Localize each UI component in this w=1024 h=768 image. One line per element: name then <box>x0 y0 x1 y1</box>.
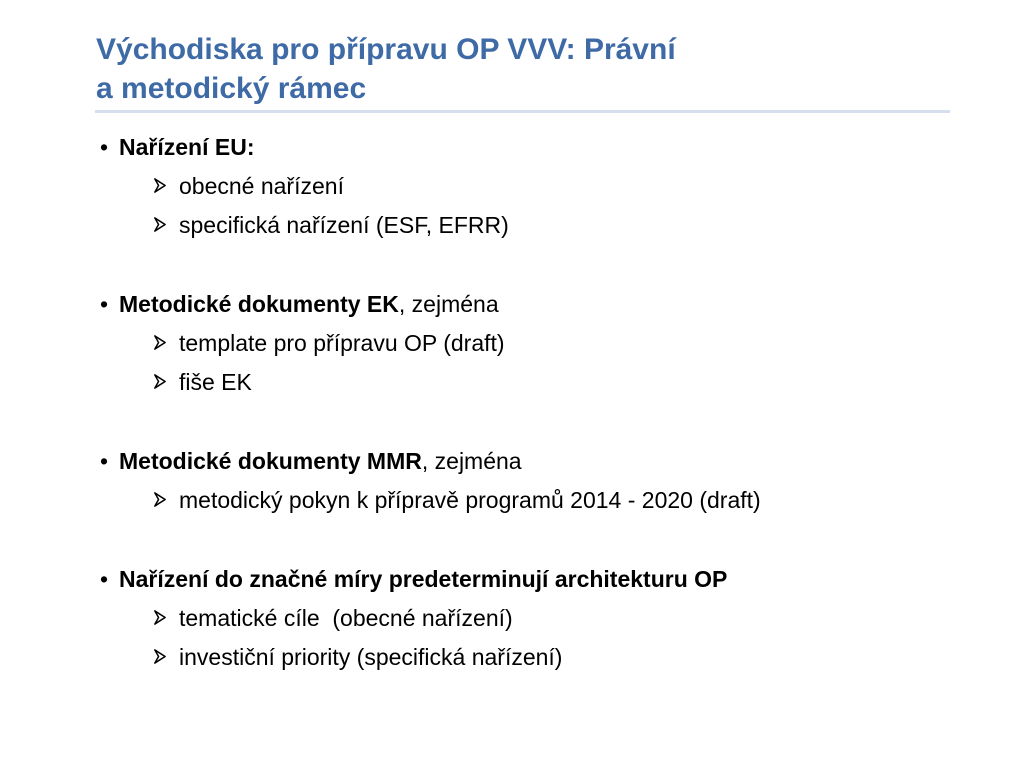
sub-bullet <box>100 167 980 206</box>
section-ek-methodology <box>100 285 980 402</box>
slide-title <box>96 30 956 108</box>
arrow-bullet-icon <box>152 481 179 520</box>
sub-bullet-text: template pro přípravu OP (draft) <box>179 330 505 356</box>
bullet-dot-icon: • <box>100 291 109 317</box>
slide-title-line-1: Východiska pro přípravu OP VVV: Právní <box>96 33 676 66</box>
arrow-bullet-icon <box>152 324 179 363</box>
arrow-bullet-icon <box>152 363 179 402</box>
sub-bullet <box>100 324 980 363</box>
bullet-heading <box>100 128 980 167</box>
sub-bullet <box>100 481 980 520</box>
section-eu-regulations <box>100 128 980 245</box>
title-divider <box>95 110 950 113</box>
arrow-bullet-icon <box>152 599 179 638</box>
bullet-heading-bold: Metodické dokumenty EK <box>119 291 399 317</box>
bullet-heading-rest: , zejména <box>398 291 499 317</box>
sub-bullet <box>100 206 980 245</box>
sub-bullet-text: tematické cíle (obecné nařízení) <box>179 605 513 631</box>
arrow-bullet-icon <box>152 167 179 206</box>
sub-bullet-text: specifická nařízení (ESF, EFRR) <box>179 212 509 238</box>
slide-content <box>100 128 980 717</box>
bullet-heading <box>100 442 980 481</box>
bullet-heading <box>100 560 980 599</box>
sub-bullet-text: metodický pokyn k přípravě programů 2014 - 2020 (draft) <box>179 487 761 513</box>
sub-bullet-text: investiční priority (specifická nařízení) <box>179 644 563 670</box>
sub-bullet <box>100 363 980 402</box>
bullet-dot-icon: • <box>100 566 109 592</box>
slide-title-line-2: a metodický rámec <box>96 72 367 105</box>
arrow-bullet-icon <box>152 206 179 245</box>
sub-bullet <box>100 599 980 638</box>
sub-bullet-text: obecné nařízení <box>179 173 344 199</box>
bullet-heading-rest: , zejména <box>421 448 522 474</box>
bullet-heading <box>100 285 980 324</box>
bullet-dot-icon: • <box>100 448 109 474</box>
section-mmr-methodology <box>100 442 980 520</box>
bullet-heading-bold: Nařízení EU: <box>119 134 255 160</box>
bullet-heading-bold: Nařízení do značné míry predeterminují architekturu OP <box>119 566 728 592</box>
bullet-dot-icon: • <box>100 134 109 160</box>
section-op-architecture <box>100 560 980 677</box>
sub-bullet-text: fiše EK <box>179 369 252 395</box>
sub-bullet <box>100 638 980 677</box>
bullet-heading-bold: Metodické dokumenty MMR <box>119 448 422 474</box>
arrow-bullet-icon <box>152 638 179 677</box>
